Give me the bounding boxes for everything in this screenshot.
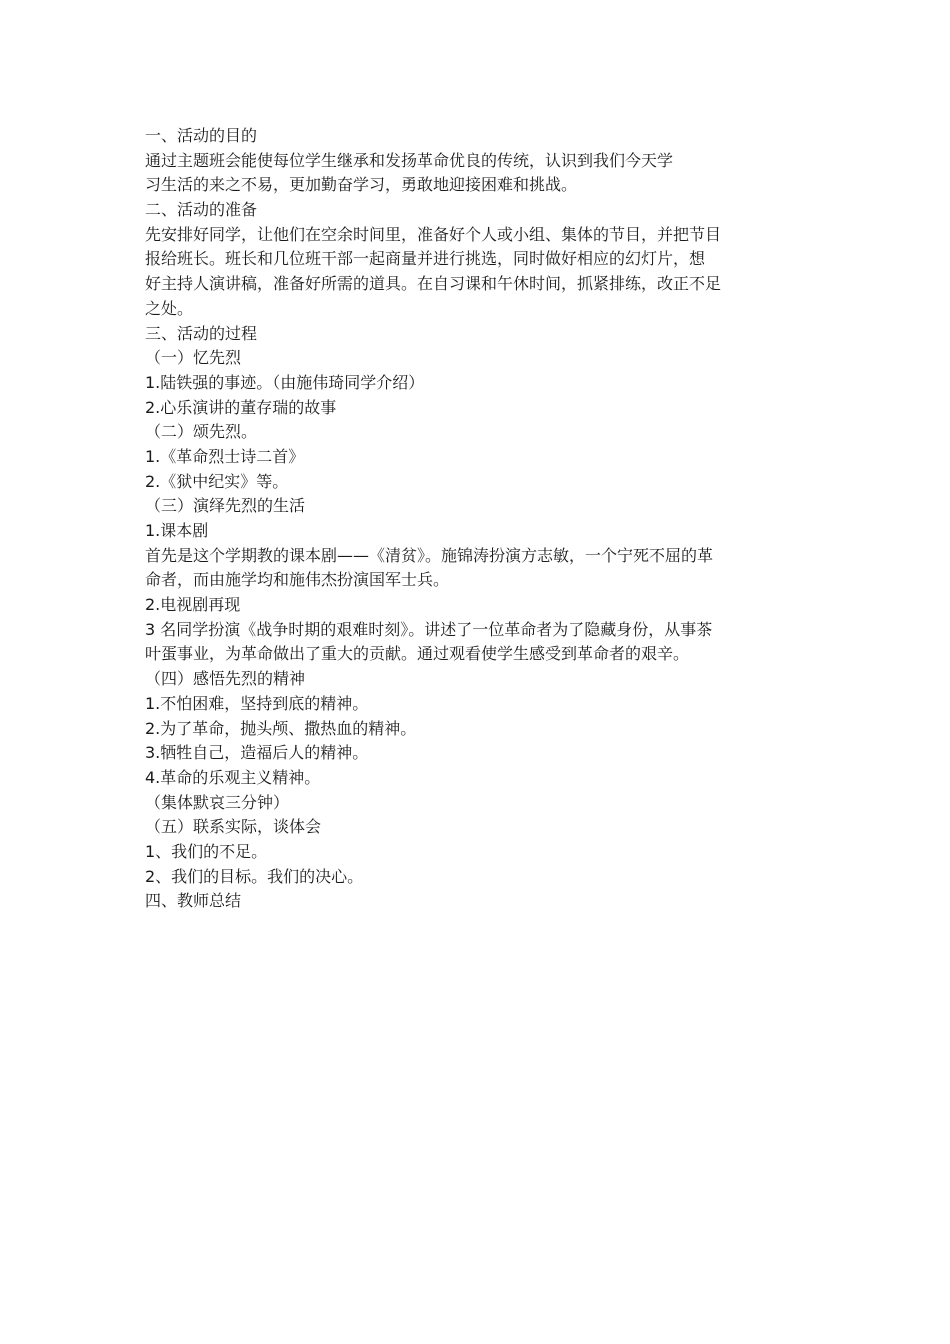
- list-item: 1.课本剧: [145, 521, 209, 540]
- paragraph-line: 先安排好同学，让他们在空余时间里，准备好个人或小组、集体的节目，并把节目: [145, 224, 722, 244]
- paragraph-line: 好主持人演讲稿，准备好所需的道具。在自习课和午休时间，抓紧排练，改正不足: [145, 274, 722, 294]
- list-item: 1.不怕困难，坚持到底的精神。: [145, 693, 369, 713]
- document-body: [145, 124, 810, 914]
- list-item: 2.为了革命，抛头颅、撒热血的精神。: [145, 718, 417, 738]
- list-item: 2.《狱中纪实》等。: [145, 471, 289, 491]
- note-line: （集体默哀三分钟）: [145, 792, 290, 812]
- list-item: 4.革命的乐观主义精神。: [145, 767, 321, 787]
- subsection-heading: （五）联系实际，谈体会: [145, 817, 322, 837]
- subsection-heading: （一）忆先烈: [145, 348, 242, 368]
- paragraph-line: 命者，而由施学均和施伟杰扮演国军士兵。: [145, 570, 450, 590]
- list-item: 3.牺牲自己，造福后人的精神。: [145, 743, 369, 763]
- list-item: 1、我们的不足。: [145, 841, 268, 861]
- paragraph-line: 叶蛋事业，为革命做出了重大的贡献。通过观看使学生感受到革命者的艰辛。: [145, 644, 690, 664]
- section-heading-preparation: 二、活动的准备: [145, 200, 258, 220]
- paragraph-line: 习生活的来之不易，更加勤奋学习，勇敢地迎接困难和挑战。: [145, 175, 578, 195]
- paragraph-line: 3 名同学扮演《战争时期的艰难时刻》。讲述了一位革命者为了隐藏身份，从事茶: [145, 619, 713, 639]
- list-item: 2.心乐演讲的董存瑞的故事: [145, 397, 337, 417]
- list-item: 2.电视剧再现: [145, 595, 241, 615]
- section-heading-process: 三、活动的过程: [145, 323, 258, 343]
- list-item: 1.《革命烈士诗二首》: [145, 446, 305, 466]
- paragraph-line: 之处。: [145, 298, 194, 318]
- paragraph-line: 首先是这个学期教的课本剧——《清贫》。施锦涛扮演方志敏，一个宁死不屈的革: [145, 545, 714, 565]
- paragraph-line: 通过主题班会能使每位学生继承和发扬革命优良的传统，认识到我们今天学: [145, 150, 674, 170]
- section-heading-purpose: 一、活动的目的: [145, 126, 258, 145]
- subsection-heading: （二）颂先烈。: [145, 422, 258, 442]
- section-heading-summary: 四、教师总结: [145, 891, 242, 911]
- subsection-heading: （四）感悟先烈的精神: [145, 669, 306, 689]
- list-item: 2、我们的目标。我们的决心。: [145, 866, 364, 886]
- paragraph-line: 报给班长。班长和几位班干部一起商量并进行挑选，同时做好相应的幻灯片，想: [145, 249, 706, 269]
- list-item: 1.陆铁强的事迹。（由施伟琦同学介绍）: [145, 372, 425, 392]
- subsection-heading: （三）演绎先烈的生活: [145, 496, 306, 516]
